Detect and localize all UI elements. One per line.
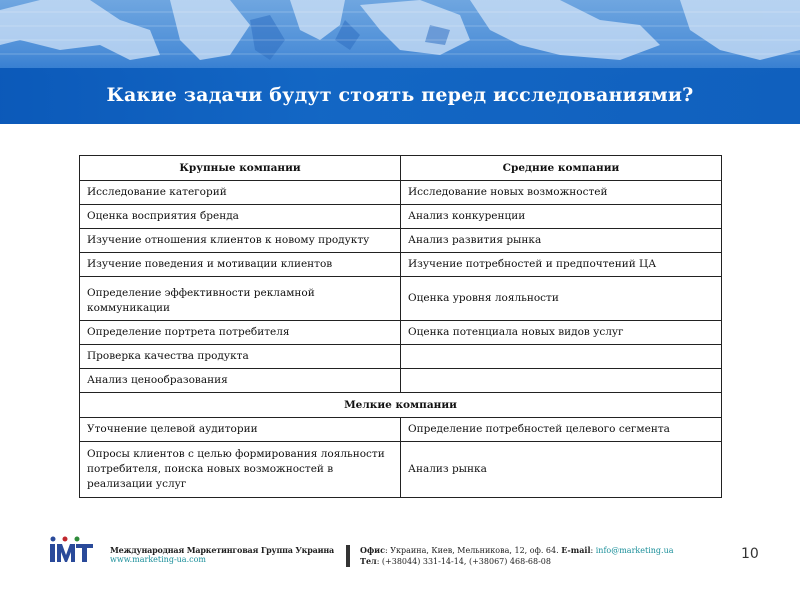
table-row: [80, 229, 722, 253]
table-cell: Исследование новых возможностей: [401, 181, 722, 205]
table-cell: Определение портрета потребителя: [80, 321, 401, 345]
office-line: Офис: Украина, Киев, Мельникова, 12, оф. 64. E-mail: info@marketing.ua: [360, 545, 674, 555]
table-cell: Проверка качества продукта: [80, 345, 401, 369]
footer-contact-info: [346, 545, 674, 567]
table-row: [80, 345, 722, 369]
table-cell: Определение потребностей целевого сегмента: [401, 418, 722, 442]
phone-line: [360, 556, 674, 567]
table-cell: Определение эффективности рекламной коммуникации: [80, 277, 401, 321]
section-header-small-companies: Мелкие компании: [80, 393, 722, 418]
table-cell: Анализ конкуренции: [401, 205, 722, 229]
table-row: [80, 321, 722, 345]
table-cell: Анализ развития рынка: [401, 229, 722, 253]
phone-numbers: : (+38044) 331-14-14, (+38067) 468-68-08: [376, 557, 551, 566]
research-tasks-table: [79, 155, 722, 498]
page-number: 10: [741, 546, 759, 562]
table-cell: Уточнение целевой аудитории: [80, 418, 401, 442]
table-row: [80, 442, 722, 498]
office-address: : Украина, Киев, Мельникова, 12, оф. 64.: [385, 546, 559, 555]
email-link[interactable]: info@marketing.ua: [595, 546, 674, 555]
table-cell: Оценка потенциала новых видов услуг: [401, 321, 722, 345]
table-cell: Анализ рынка: [401, 442, 722, 498]
office-label: Офис: [360, 545, 385, 555]
table-row: [80, 277, 722, 321]
table-cell: Анализ ценообразования: [80, 369, 401, 393]
footer-company-info: [110, 545, 334, 565]
table-cell: [401, 369, 722, 393]
column-header-medium-companies: Средние компании: [401, 156, 722, 181]
table-cell: Оценка восприятия бренда: [80, 205, 401, 229]
table-cell: [401, 345, 722, 369]
table-cell: Опросы клиентов с целью формирования лояльности потребителя, поиска новых возможностей в реализации услуг: [80, 442, 401, 498]
company-website-link[interactable]: www.marketing-ua.com: [110, 555, 206, 564]
column-header-large-companies: Крупные компании: [80, 156, 401, 181]
table-row: [80, 418, 722, 442]
table-row: [80, 181, 722, 205]
table-row: [80, 369, 722, 393]
table-cell: Исследование категорий: [80, 181, 401, 205]
email-label: E-mail: [561, 545, 591, 555]
table-cell: Изучение потребностей и предпочтений ЦА: [401, 253, 722, 277]
company-logo-icon: [45, 535, 95, 565]
table-cell: Изучение поведения и мотивации клиентов: [80, 253, 401, 277]
table-cell: Оценка уровня лояльности: [401, 277, 722, 321]
phone-label: Тел: [360, 556, 377, 566]
table-cell: Изучение отношения клиентов к новому продукту: [80, 229, 401, 253]
table-row: [80, 205, 722, 229]
page-title: Какие задачи будут стоять перед исследованиями?: [106, 84, 694, 106]
table-row: [80, 253, 722, 277]
table-header-row: [80, 156, 722, 181]
section-header-row: [80, 393, 722, 418]
company-name: Международная Маркетинговая Группа Украина: [110, 545, 334, 555]
